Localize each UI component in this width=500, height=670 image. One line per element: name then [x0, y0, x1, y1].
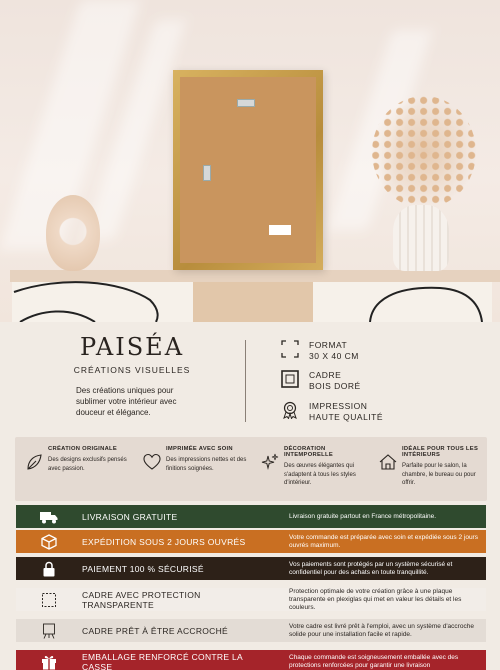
divider [245, 340, 246, 422]
spec-value: BOIS DORÉ [309, 381, 361, 391]
features-panel [15, 437, 487, 501]
feature-item [133, 437, 251, 501]
protection-icon [40, 592, 58, 608]
guarantee-title: CADRE AVEC PROTECTION TRANSPARENTE [82, 589, 201, 610]
guarantee-description: Votre commande est préparée avec soin et expédiée sous 2 jours ouvrés maximum. [289, 533, 478, 549]
house-icon [379, 453, 397, 471]
spec-format [281, 340, 359, 362]
spec-label: IMPRESSION [309, 401, 368, 411]
guarantee-row-shipping [16, 530, 486, 553]
sparkle-icon [261, 453, 279, 471]
quality-badge-icon [281, 401, 299, 419]
gold-frame [173, 70, 323, 270]
easel-icon [40, 623, 58, 639]
guarantee-title: EXPÉDITION SOUS 2 JOURS OUVRÉS [82, 536, 246, 547]
guarantee-title: LIVRAISON GRATUITE [82, 511, 178, 522]
frame-label-sticker [269, 225, 291, 235]
padlock-icon [40, 561, 58, 577]
package-icon [40, 534, 58, 550]
spec-value: HAUTE QUALITÉ [309, 412, 384, 422]
product-photo [0, 0, 500, 322]
guarantee-description: Livraison gratuite partout en France métropolitaine. [289, 512, 437, 520]
feature-item [15, 437, 133, 501]
spec-value: 30 X 40 CM [309, 351, 359, 361]
guarantee-row-delivery [16, 505, 486, 528]
leaf-icon [25, 453, 43, 471]
feature-description: Des designs exclusifs pensés avec passion. [48, 457, 127, 472]
guarantee-description: Vos paiements sont protégés par un système sécurisé et confidentiel pour des achats en toute tranquillité. [289, 560, 453, 576]
feature-title: CRÉATION ORIGINALE [48, 446, 118, 452]
brand-name: PAISÉA [79, 333, 185, 361]
frame-icon [281, 370, 299, 388]
ribbed-vase [393, 205, 449, 271]
feature-item [251, 437, 369, 501]
feature-description: Des œuvres élégantes qui s'adaptent à tous les styles d'intérieur. [284, 463, 356, 486]
guarantee-row-hanging [16, 619, 486, 642]
guarantee-row-packaging [16, 650, 486, 670]
feature-item [369, 437, 487, 501]
spec-label: FORMAT [309, 340, 348, 350]
guarantee-title: CADRE PRÊT À ÊTRE ACCROCHÉ [82, 625, 229, 636]
gift-icon [40, 654, 58, 670]
cabinet-line-art [0, 270, 500, 322]
guarantee-row-protection [16, 588, 486, 611]
dried-flowers [372, 96, 476, 208]
spec-label: CADRE [309, 370, 342, 380]
guarantee-description: Chaque commande est soigneusement emballée avec des protections renforcées pour garantir une livraison [289, 653, 459, 669]
guarantee-title: PAIEMENT 100 % SÉCURISÉ [82, 563, 204, 574]
feature-title: IDÉALE POUR TOUS LES INTÉRIEURS [402, 446, 479, 458]
hanger-bracket [237, 99, 255, 107]
spec-print [281, 401, 383, 423]
feature-title: IMPRIMÉE AVEC SOIN [166, 446, 233, 452]
heart-icon [143, 453, 161, 471]
guarantee-description: Votre cadre est livré prêt à l'emploi, avec un système d'accroche solide pour une installation facile et rapide. [289, 622, 474, 638]
feature-description: Des impressions nettes et des finitions soignées. [166, 457, 247, 472]
frame-clip [203, 165, 211, 181]
guarantee-description: Protection optimale de votre création grâce à une plaque transparente en plexiglas qui met en valeur les détails et les couleurs. [289, 587, 462, 611]
brand-description: Des créations uniques pour sublimer votre intérieur avec douceur et élégance. [76, 386, 177, 417]
donut-vase [46, 195, 100, 271]
feature-description: Parfaite pour le salon, la chambre, le bureau ou pour offrir. [402, 463, 476, 486]
spec-frame [281, 370, 361, 392]
brand-block [72, 333, 192, 418]
frame-backing [180, 77, 316, 263]
truck-icon [40, 509, 58, 525]
feature-title: DÉCORATION INTEMPORELLE [284, 446, 334, 458]
guarantee-row-payment [16, 557, 486, 580]
brand-subtitle: CRÉATIONS VISUELLES [73, 365, 191, 375]
format-icon [281, 340, 299, 358]
guarantee-title: EMBALLAGE RENFORCÉ CONTRE LA CASSE [82, 651, 243, 670]
